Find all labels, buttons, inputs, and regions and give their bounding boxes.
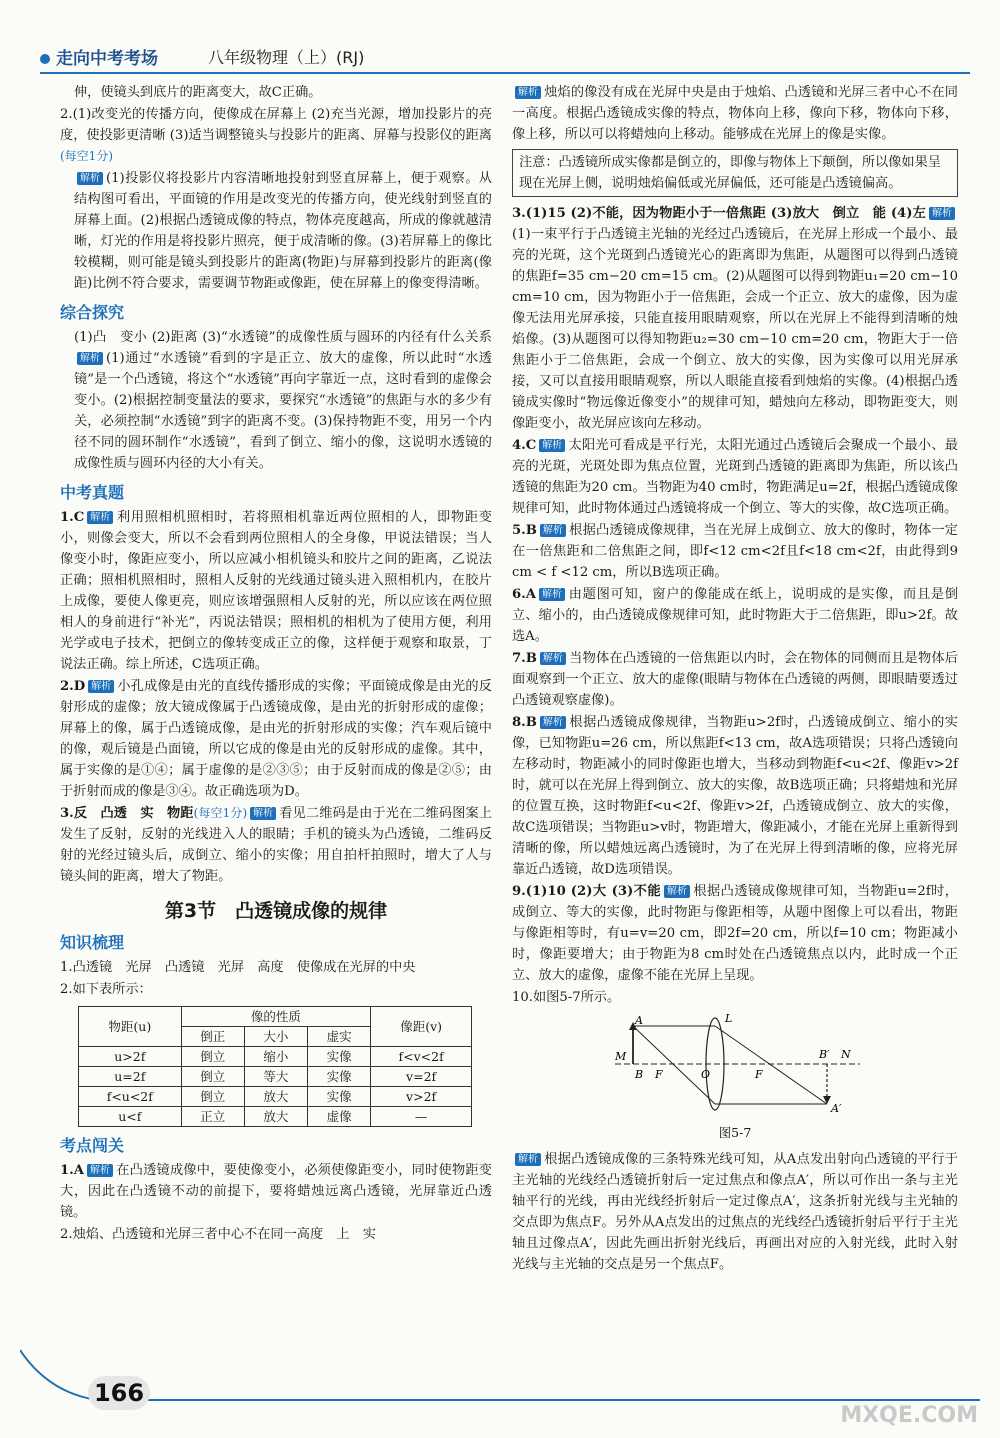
exam-answer-3 — [60, 803, 492, 887]
checkpoint-answer-7 — [512, 648, 958, 711]
page-header — [40, 44, 960, 72]
exam-answer-3-key: 3.反 凸透 实 物距 — [60, 806, 194, 821]
table-cell: 实像 — [308, 1087, 371, 1107]
note-box: 注意：凸透镜所成实像都是倒立的，即像与物体上下颠倒，所以像如果呈现在光屏上侧，说明烛焰偏低或光屏偏低，还可能是凸透镜偏高。 — [512, 149, 958, 197]
section-heading-comprehensive: 综合探究 — [60, 303, 125, 322]
checkpoint-analysis-2 — [512, 82, 958, 145]
table-row — [79, 1087, 472, 1107]
exam-analysis-3: 看见二维码是由于光在二维码图案上发生了反射，反射的光线进入人的眼睛；手机的镜头为凸透镜，二维码反射的光经过镜头后，成倒立、缩小的实像；用自拍杆拍照时，增大了人与镜头间的距离，增大了物距。 — [60, 806, 492, 884]
checkpoint-analysis-6: 由题图可知，窗户的像能成在纸上，说明成的是实像，而且是倒立、缩小的，由凸透镜成像规律可知，此时物距大于二倍焦距，即u>2f。故选A。 — [512, 587, 958, 644]
checkpoint-analysis-1: 在凸透镜成像中，要使像变小，必须使像距变小，同时使物距变大，因此在凸透镜不动的前提下，要将蜡烛远离凸透镜，光屏靠近凸透镜。 — [60, 1163, 492, 1220]
label-A: A — [635, 1014, 643, 1027]
table-row — [79, 1067, 472, 1087]
checkpoint-analysis-5: 根据凸透镜成像规律，当在光屏上成倒立、放大的像时，物体一定在一倍焦距和二倍焦距之间，即f<12 cm<2f且f<18 cm<2f，由此得到9 cm < f <12 cm，所以B选项正确。 — [512, 523, 958, 580]
analysis-tag: 解析 — [929, 207, 955, 220]
label-O: O — [701, 1068, 711, 1081]
analysis-tag: 解析 — [250, 807, 276, 820]
table-cell: v>2f — [371, 1087, 472, 1107]
knowledge-1: 1.凸透镜 光屏 凸透镜 光屏 高度 使像成在光屏的中央 — [60, 960, 416, 975]
page-number: 166 — [88, 1376, 150, 1410]
table-cell: 放大 — [244, 1087, 307, 1107]
answer-2-text: 2.(1)改变光的传播方向，使像成在屏幕上 (2)充当光源，增加投影片的亮度，使投影更清晰 (3)适当调整镜头与投影片的距离、屏幕与投影仪的距离 — [60, 107, 492, 143]
label-M: M — [615, 1050, 627, 1063]
analysis-tag: 解析 — [77, 172, 103, 185]
section-heading-exam: 中考真题 — [60, 483, 125, 502]
table-cell: 实像 — [308, 1047, 371, 1067]
table-cell: 倒立 — [181, 1047, 244, 1067]
table-cell: 正立 — [181, 1107, 244, 1127]
table-cell: 缩小 — [244, 1047, 307, 1067]
exam-analysis-2: 小孔成像是由光的直线传播形成的实像；平面镜成像是由光的反射形成的虚像；放大镜成像属于凸透镜成像，是由光的折射形成的虚像；屏幕上的像，属于凸透镜成像，是由光的折射形成的实像；汽车观后镜中的像，观后镜是凸面镜，所以它成的像是由光的反射形成的虚像。其中，属于实像的是①④；属于虚像的是②③⑤；由于反射而成的像是②⑤；由于折射而成的像是③④。故正确选项为D。 — [60, 679, 492, 799]
checkpoint-answer-4-key: 4.C — [512, 438, 537, 453]
checkpoint-answer-9 — [512, 881, 958, 986]
refracted-ray — [715, 1026, 827, 1104]
table-cell: 放大 — [244, 1107, 307, 1127]
checkpoint-answer-9-key: 9.(1)10 (2)大 (3)不能 — [512, 884, 661, 899]
answer-continuation: 伸，使镜头到底片的距离变大，故C正确。 — [74, 85, 322, 100]
analysis-tag: 解析 — [664, 885, 690, 898]
imaging-rules-table — [78, 1006, 472, 1127]
label-B: B — [635, 1068, 644, 1081]
label-L: L — [725, 1012, 733, 1025]
answer-10-analysis-text: 根据凸透镜成像的三条特殊光线可知，从A点发出射向凸透镜的平行于主光轴的光线经凸透镜折射后一定过焦点和像点A′，所以可作出一条与主光轴平行的光线，再由光线经折射后一定过像点A′，这条折射光线与主光轴的交点即为焦点F。另外从A点发出的过焦点的光线经凸透镜折射后平行于主光轴且过像点A′，因此先画出折射光线后，再画出对应的入射光线，此时入射光线与主光轴的交点是另一个焦点F。 — [512, 1152, 958, 1272]
explore-analysis-text: (1)通过“水透镜”看到的字是正立、放大的虚像，所以此时“水透镜”是一个凸透镜，将这个“水透镜”再向字靠近一点，这时看到的虚像会变小。(2)根据控制变量法的要求，要探究“水透镜”的焦距与水的多少有关，必须控制“水透镜”到字的距离不变。(3)保持物距不变，用另一个内径不同的圆环制作“水透镜”，看到了倒立、缩小的像，这说明水透镜的成像性质与圆环内径的大小有关。 — [74, 351, 492, 471]
table-header-row — [79, 1007, 472, 1027]
analysis-2-text: (1)投影仪将投影片内容清晰地投射到竖直屏幕上，便于观察。从结构图可看出，平面镜的作用是改变光的传播方向，使光线射到竖直的屏幕上面。(2)根据凸透镜成像的特点，物体亮度越高，所成的像就越清晰，灯光的作用是将投影片照亮，便于成清晰的像。(3)若屏幕上的像比较模糊，则可能是镜头到投影片的距离(物距)与屏幕到投影片的距离(像距)比例不符合要求，需要调节物距或像距，使在屏幕上的像变得清晰。 — [74, 171, 492, 291]
checkpoint-answer-2: 2.烛焰、凸透镜和光屏三者中心不在同一高度 上 实 — [60, 1227, 376, 1242]
analysis-tag: 解析 — [515, 1153, 541, 1166]
analysis-tag: 解析 — [540, 652, 566, 665]
section-heading-checkpoint: 考点闯关 — [60, 1136, 125, 1155]
checkpoint-answer-4 — [512, 435, 958, 519]
analysis-tag: 解析 — [539, 588, 565, 601]
label-F-left: F — [655, 1068, 663, 1081]
table-header-nature: 像的性质 — [181, 1007, 371, 1027]
score-note: (每空1分) — [60, 149, 113, 163]
score-note: (每空1分) — [193, 806, 248, 820]
analysis-tag: 解析 — [77, 352, 103, 365]
checkpoint-answer-1-key: 1.A — [60, 1163, 84, 1178]
table-cell: 等大 — [244, 1067, 307, 1087]
checkpoint-answer-6-key: 6.A — [512, 587, 536, 602]
analysis-tag: 解析 — [88, 680, 114, 693]
checkpoint-analysis-3: (1)一束平行于凸透镜主光轴的光经过凸透镜后，在光屏上形成一个最小、最亮的光斑，这个光斑到凸透镜光心的距离即为焦距，从题图可以得到凸透镜的焦距f=35 cm−20 cm=15 cm。(2)从题图可以得到物距u₁=20 cm−10 cm=10 cm，因为物距小于一倍焦距，会成一个正立、放大的虚像，因为虚像无法用光屏承接，只能直接用眼睛观察，所以在光屏上不能得到清晰的烛焰像。(3)从题图可以得知物距u₂=30 cm−10 cm=20 cm，物距大于一倍焦距小于二倍焦距，会成一个倒立、放大的实像，因为实像可以用光屏承接，又可以直接用眼睛观察，所以人眼能直接看到烛焰的实像。(4)根据凸透镜成实像时“物远像近像变小”的规律可知，蜡烛向左移动，即物距变大，则像距变小，故光屏应该向左移动。 — [512, 227, 958, 431]
table-cell: 实像 — [308, 1067, 371, 1087]
table-subheader: 倒正 — [181, 1027, 244, 1047]
analysis-tag: 解析 — [87, 511, 113, 524]
table-row — [79, 1107, 472, 1127]
left-column — [60, 82, 492, 1246]
chapter-title: 第3节 凸透镜成像的规律 — [164, 900, 388, 922]
checkpoint-analysis-7: 当物体在凸透镜的一倍焦距以内时，会在物体的同侧而且是物体后面观察到一个正立、放大的虚像(眼睛与物体在凸透镜的两侧，即眼睛要透过凸透镜观察虚像)。 — [512, 651, 958, 708]
checkpoint-answer-8 — [512, 712, 958, 880]
exam-answer-2-key: 2.D — [60, 679, 86, 694]
table-cell: 倒立 — [181, 1067, 244, 1087]
table-cell: v=2f — [371, 1067, 472, 1087]
analysis-tag: 解析 — [87, 1164, 113, 1177]
book-title: 走向中考考场 — [56, 49, 158, 69]
answer-2 — [60, 104, 492, 167]
right-column — [512, 82, 958, 1276]
analysis-2 — [60, 168, 492, 294]
checkpoint-analysis-9: 根据凸透镜成像规律可知，当物距u=2f时，成倒立、等大的实像，此时物距与像距相等，从题中图像上可以看出，物距与像距相等时，有u=v=20 cm，即2f=20 cm，所以f=10 cm；物距减小时，像距要增大；由于物距为8 cm时处在凸透镜焦点以内，此时成一个正立、放大的虚像，虚像不能在光屏上呈现。 — [512, 884, 958, 983]
knowledge-2: 2.如下表所示： — [60, 982, 152, 997]
label-A-prime: A′ — [831, 1102, 842, 1115]
explore-answer — [60, 327, 492, 474]
table-cell: — — [371, 1107, 472, 1127]
checkpoint-analysis-2-text: 烛焰的像没有成在光屏中央是由于烛焰、凸透镜和光屏三者中心不在同一高度。根据凸透镜成实像的特点，物体向上移，像向下移，物体向下移，像上移，所以可以将蜡烛向上移动。能够成在光屏上的像是实像。 — [512, 85, 958, 142]
image-arrowhead — [823, 1096, 831, 1104]
header-bullet-icon — [40, 54, 50, 64]
exam-answer-2 — [60, 676, 492, 802]
checkpoint-answer-8-key: 8.B — [512, 715, 537, 730]
analysis-tag: 解析 — [540, 716, 566, 729]
label-N: N — [841, 1048, 851, 1061]
section-heading-knowledge: 知识梳理 — [60, 933, 125, 952]
table-header-object-distance: 物距(u) — [79, 1007, 182, 1047]
checkpoint-answer-7-key: 7.B — [512, 651, 537, 666]
checkpoint-analysis-8: 根据凸透镜成像规律，当物距u>2f时，凸透镜成倒立、缩小的实像，已知物距u=26 cm，所以焦距f<13 cm，故A选项错误；只将凸透镜向左移动时，物距减小的同时像距也增大，当移动到物距f<u<2f、像距v>2f时，就可以在光屏上得到倒立、放大的实像，故B选项正确；只将蜡烛和光屏的位置互换，这时物距f<u<2f、像距v>2f，凸透镜成倒立、放大的实像，故C选项错误；当物距u>v时，物距增大，像距减小，才能在光屏上重新得到清晰的像，所以蜡烛远离凸透镜时，为了在光屏上得到清晰的像，应将光屏靠近凸透镜，故D选项错误。 — [512, 715, 958, 877]
header-rule — [40, 72, 970, 74]
analysis-tag: 解析 — [540, 524, 566, 537]
table-row — [79, 1047, 472, 1067]
lens-ray-diagram — [605, 1012, 865, 1122]
table-cell: 虚像 — [308, 1107, 371, 1127]
footer-curve-line — [20, 1350, 980, 1401]
explore-answer-text: (1)凸 变小 (2)距离 (3)“水透镜”的成像性质与圆环的内径有什么关系 — [74, 330, 492, 345]
footer-decoration — [20, 1340, 980, 1420]
exam-answer-1 — [60, 507, 492, 675]
checkpoint-answer-6 — [512, 584, 958, 647]
exam-answer-1-key: 1.C — [60, 510, 85, 525]
focal-ray — [633, 1026, 715, 1104]
answer-10-analysis — [512, 1149, 958, 1275]
table-header-image-distance: 像距(v) — [371, 1007, 472, 1047]
table-subheader: 虚实 — [308, 1027, 371, 1047]
analysis-tag: 解析 — [515, 86, 541, 99]
checkpoint-answer-5-key: 5.B — [512, 523, 537, 538]
analysis-tag: 解析 — [539, 439, 565, 452]
checkpoint-answer-3 — [512, 203, 958, 434]
table-cell: f<u<2f — [79, 1087, 182, 1107]
book-subtitle: 八年级物理（上）(RJ) — [208, 48, 365, 67]
exam-analysis-1: 利用照相机照相时，若将照相机靠近两位照相的人，即物距变小，则像会变大，所以不会看到两位照相人的全身像，甲说法错误；当人像变小时，像距应变小，所以应减小相机镜头和胶片之间的距离，乙说法正确；照相机照相时，照相人反射的光线通过镜头进入照相机内，在胶片上成像，要使人像更亮，则应该增强照相人反射的光，所以应该在两位照相人的身前进行“补光”，丙说法错误；照相机的相机为了使用方便，利用光学或电子技术，把倒立的像转变成正立的像，这样便于观察和取景，丁说法正确。综上所述，C选项正确。 — [60, 510, 492, 672]
table-cell: 倒立 — [181, 1087, 244, 1107]
table-cell: f<v<2f — [371, 1047, 472, 1067]
label-F-right: F — [755, 1068, 763, 1081]
checkpoint-answer-1 — [60, 1160, 492, 1223]
figure-caption: 图5-7 — [718, 1125, 752, 1140]
table-cell: u>2f — [79, 1047, 182, 1067]
label-B-prime: B′ — [819, 1048, 830, 1061]
watermark: MXQE.COM — [840, 1403, 978, 1428]
table-subheader: 大小 — [244, 1027, 307, 1047]
checkpoint-answer-5 — [512, 520, 958, 583]
checkpoint-analysis-4: 太阳光可看成是平行光，太阳光通过凸透镜后会聚成一个最小、最亮的光斑，光斑处即为焦点位置，光斑到凸透镜的距离即为焦距，所以该凸透镜的焦距为20 cm。当物距为40 cm时，物距满足u=2f，根据凸透镜成像规律可知，此时物体通过凸透镜将成一个倒立、等大的实像，故C选项正确。 — [512, 438, 958, 516]
table-cell: u=2f — [79, 1067, 182, 1087]
table-cell: u<f — [79, 1107, 182, 1127]
checkpoint-answer-3-key: 3.(1)15 (2)不能，因为物距小于一倍焦距 (3)放大 倒立 能 (4)左 — [512, 206, 926, 221]
checkpoint-answer-10: 10.如图5-7所示。 — [512, 990, 621, 1005]
